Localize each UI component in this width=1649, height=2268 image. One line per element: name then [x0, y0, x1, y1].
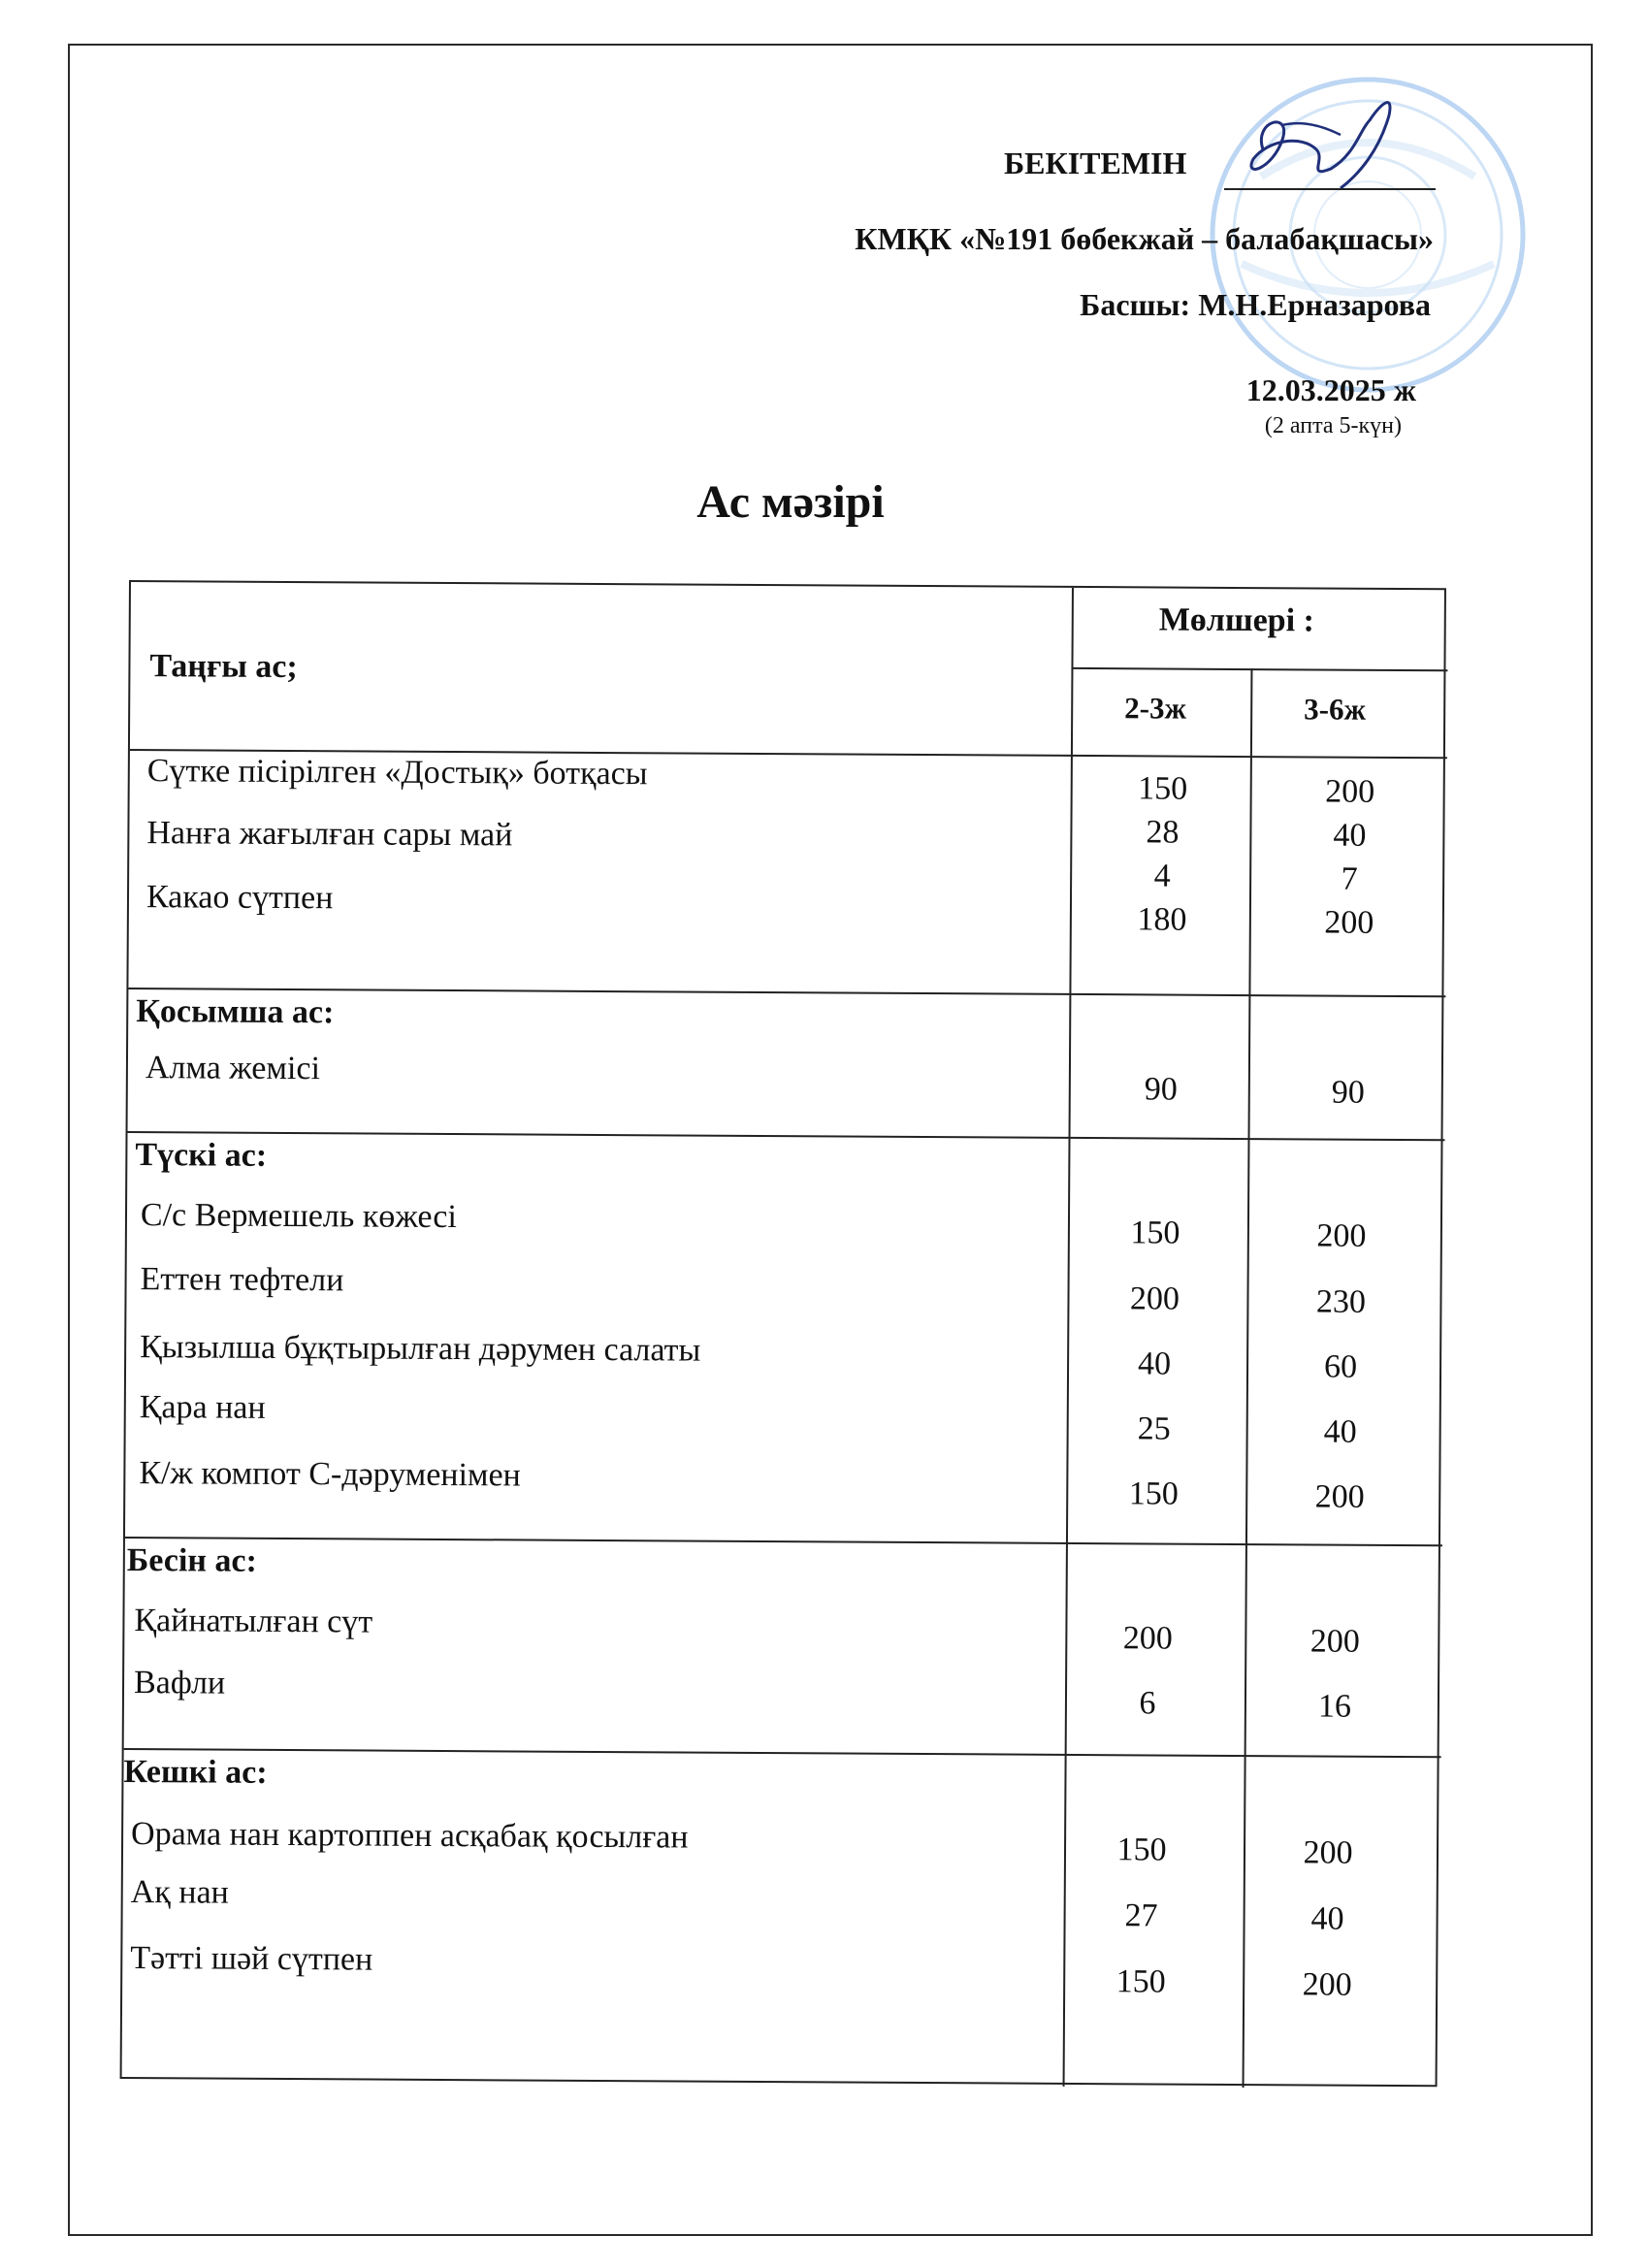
amount-cell: 200 — [1302, 1966, 1352, 2003]
age-column-2-3: 2-3ж — [1124, 691, 1187, 726]
menu-item: Вафли — [133, 1665, 226, 1701]
menu-item: С/с Вермешель көжесі — [140, 1197, 457, 1236]
amount-cell: 40 — [1310, 1900, 1344, 1937]
menu-item: Қайнатылған сүт — [134, 1603, 373, 1640]
amount-cell: 25 — [1137, 1410, 1171, 1447]
amount-cell: 90 — [1331, 1074, 1365, 1111]
amount-cell: 150 — [1116, 1831, 1167, 1868]
amount-cell: 200 — [1316, 1217, 1367, 1254]
amount-cell: 200 — [1303, 1834, 1353, 1871]
head-name: Басшы: М.Н.Ерназарова — [1080, 287, 1431, 322]
amount-cell: 7 — [1341, 860, 1358, 897]
menu-item: К/ж компот С-дәруменімен — [139, 1455, 521, 1494]
menu-item: Орама нан картоппен асқабақ қосылған — [130, 1816, 689, 1856]
menu-item: Ақ нан — [130, 1874, 229, 1911]
amount-cell: 40 — [1323, 1413, 1357, 1450]
amount-cell: 230 — [1315, 1283, 1367, 1320]
menu-table — [120, 580, 1446, 2087]
snack-heading: Қосымша ас: — [136, 993, 335, 1031]
approval-date: 12.03.2025 ж — [1245, 373, 1416, 407]
amount-cell: 150 — [1130, 1215, 1180, 1251]
menu-item: Қызылша бұқтырылған дәрумен салаты — [140, 1329, 701, 1369]
signature-line — [1224, 188, 1436, 190]
amount-cell: 40 — [1137, 1345, 1172, 1382]
menu-item: Тәтті шәй сүтпен — [130, 1940, 373, 1978]
menu-item: Алма жемісі — [145, 1050, 321, 1087]
amount-cell: 200 — [1325, 773, 1375, 810]
breakfast-heading: Таңғы ас; — [149, 648, 298, 686]
amount-header: Мөлшері : — [1158, 601, 1315, 639]
header-divider — [1071, 667, 1447, 671]
lunch-heading: Түскі ас: — [135, 1137, 268, 1174]
amount-cell: 40 — [1333, 817, 1367, 854]
approval-title: БЕКІТЕМІН — [1004, 146, 1187, 180]
amount-cell: 16 — [1317, 1688, 1352, 1725]
amount-cell: 4 — [1153, 858, 1171, 894]
amount-cell: 90 — [1144, 1071, 1178, 1108]
menu-item: Какао сүтпен — [146, 879, 334, 917]
amount-cell: 150 — [1138, 770, 1188, 807]
signature — [1224, 81, 1418, 202]
menu-item: Сүтке пісірілген «Достық» ботқасы — [146, 753, 648, 793]
amount-cell: 60 — [1323, 1348, 1358, 1385]
amount-cell: 200 — [1310, 1623, 1360, 1660]
amount-cell: 150 — [1116, 1963, 1166, 2000]
age-column-3-6: 3-6ж — [1304, 692, 1367, 727]
page-title: Ас мәзірі — [696, 476, 885, 528]
amount-cell: 200 — [1314, 1478, 1365, 1515]
dinner-heading: Кешкі ас: — [123, 1753, 268, 1791]
column-divider — [1243, 668, 1253, 2088]
menu-item: Нанға жағылған сары май — [146, 815, 513, 854]
organization-name: КМҚК «№191 бөбекжай – балабақшасы» — [855, 221, 1434, 256]
amount-cell: 200 — [1122, 1620, 1173, 1657]
amount-cell: 6 — [1139, 1685, 1156, 1722]
amount-cell: 200 — [1324, 904, 1374, 941]
menu-item: Еттен тефтели — [140, 1261, 344, 1299]
afternoon-snack-heading: Бесін ас: — [126, 1542, 257, 1579]
amount-cell: 180 — [1137, 901, 1187, 938]
amount-cell: 200 — [1129, 1280, 1180, 1317]
amount-cell: 27 — [1124, 1897, 1158, 1934]
week-day: (2 апта 5-күн) — [1264, 413, 1402, 438]
column-divider — [1063, 588, 1074, 2087]
amount-cell: 150 — [1128, 1475, 1179, 1512]
amount-cell: 28 — [1146, 814, 1180, 851]
menu-item: Қара нан — [139, 1389, 266, 1426]
